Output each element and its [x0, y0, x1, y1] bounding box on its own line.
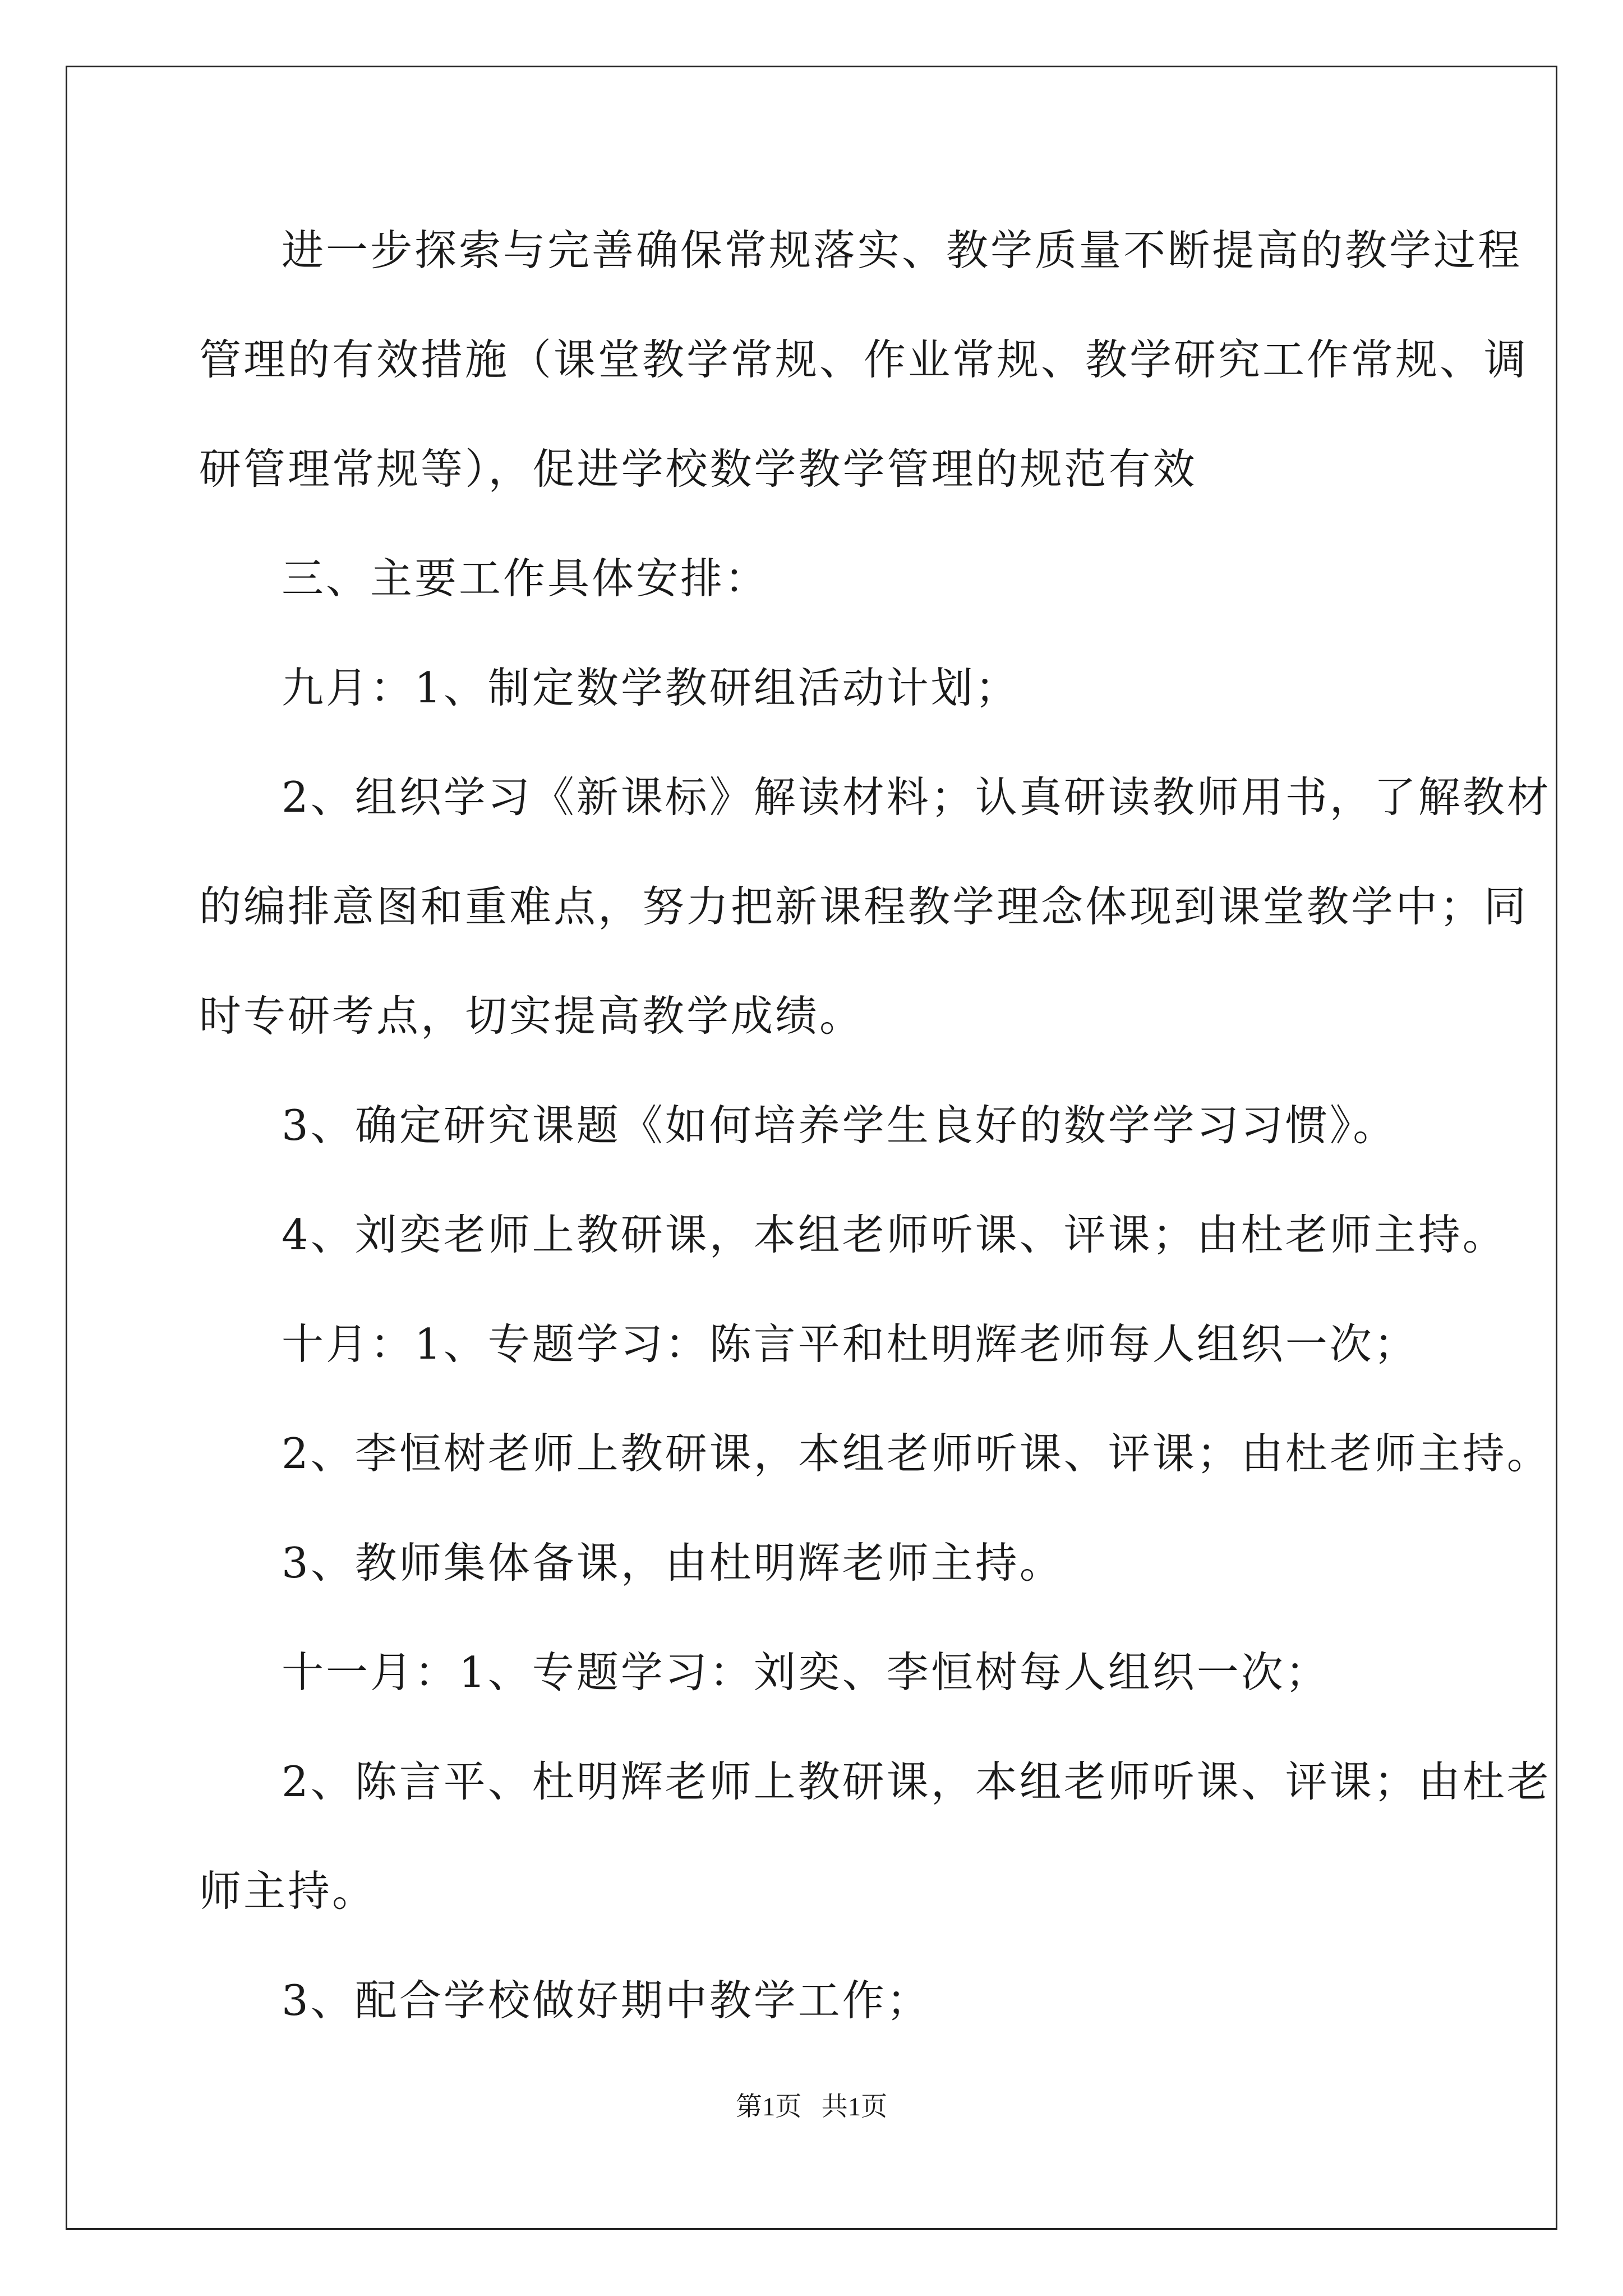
- text-line: 研管理常规等），促进学校数学教学管理的规范有效: [199, 444, 1197, 494]
- text-line: 2、陈言平、杜明辉老师上教研课，本组老师听课、评课；由杜老: [282, 1757, 1551, 1806]
- text-line: 管理的有效措施（课堂教学常规、作业常规、教学研究工作常规、调: [199, 335, 1529, 384]
- text-line: 4、刘奕老师上教研课，本组老师听课、评课；由杜老师主持。: [282, 1210, 1507, 1259]
- text-line: 十一月：1、专题学习：刘奕、李恒树每人组织一次；: [282, 1648, 1330, 1697]
- text-line: 师主持。: [199, 1866, 377, 1916]
- text-line: 3、配合学校做好期中教学工作；: [282, 1976, 931, 2025]
- text-line: 2、组织学习《新课标》解读材料；认真研读教师用书，了解教材: [282, 772, 1551, 822]
- text-line: 3、教师集体备课，由杜明辉老师主持。: [282, 1538, 1064, 1588]
- text-line: 2、李恒树老师上教研课，本组老师听课、评课；由杜老师主持。: [282, 1429, 1551, 1478]
- page-number: 第1页 共1页: [735, 2092, 888, 2122]
- text-line: 时专研考点，切实提高教学成绩。: [199, 991, 864, 1041]
- section-heading: 三、主要工作具体安排：: [282, 554, 769, 603]
- text-line: 九月：1、制定数学教研组活动计划；: [282, 663, 1020, 712]
- text-line: 的编排意图和重难点，努力把新课程教学理念体现到课堂教学中；同: [199, 882, 1529, 931]
- text-line: 3、确定研究课题《如何培养学生良好的数学学习习惯》。: [282, 1101, 1398, 1150]
- text-line: 进一步探索与完善确保常规落实、教学质量不断提高的教学过程: [282, 226, 1523, 275]
- text-line: 十月：1、专题学习：陈言平和杜明辉老师每人组织一次；: [282, 1319, 1418, 1369]
